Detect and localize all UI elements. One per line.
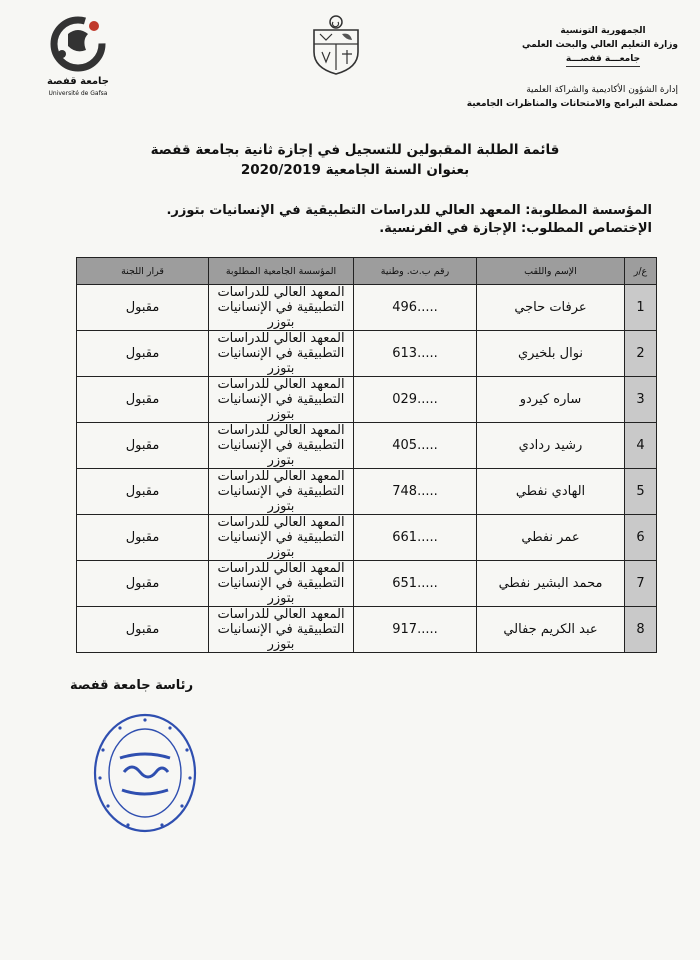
national-id: 029..... (354, 377, 477, 423)
table-row (77, 377, 657, 423)
table-row (77, 515, 657, 561)
institution-cell: المعهد العالي للدراسات التطبيقية في الإنسانيات بتوزر (209, 377, 354, 423)
university-logo (38, 14, 118, 104)
table-row (77, 285, 657, 331)
national-id: 748..... (354, 469, 477, 515)
document-title (140, 140, 570, 180)
header-institution: المؤسسة الجامعية المطلوبة (209, 258, 354, 285)
table-row (77, 331, 657, 377)
student-name: محمد البشير نفطي (477, 561, 625, 607)
header-line-republic: الجمهورية التونسية (560, 26, 646, 36)
students-table (76, 257, 657, 653)
student-name: نوال بلخيري (477, 331, 625, 377)
header-decision: قرار اللجنة (77, 258, 209, 285)
row-number: 2 (625, 331, 657, 377)
header-id: رقم ب.ت. وطنية (354, 258, 477, 285)
coat-of-arms-icon (308, 14, 364, 76)
national-id: 917..... (354, 607, 477, 653)
row-number: 1 (625, 285, 657, 331)
header-number: ع/ر (625, 258, 657, 285)
national-id: 661..... (354, 515, 477, 561)
header-line-service: مصلحة البرامج والامتحانات والمناظرات الجامعية (466, 99, 678, 109)
stamp-icon (90, 708, 200, 838)
row-number: 5 (625, 469, 657, 515)
header-line-department: إدارة الشؤون الأكاديمية والشراكة العلمية (526, 85, 678, 95)
requested-specialty: الإختصاص المطلوب: الإجازة في الفرنسية. (379, 221, 652, 236)
committee-decision: مقبول (77, 561, 209, 607)
row-number: 8 (625, 607, 657, 653)
student-name: رشيد ردادي (477, 423, 625, 469)
national-id: 496..... (354, 285, 477, 331)
committee-decision: مقبول (77, 377, 209, 423)
institution-cell: المعهد العالي للدراسات التطبيقية في الإنسانيات بتوزر (209, 469, 354, 515)
committee-decision: مقبول (77, 515, 209, 561)
committee-decision: مقبول (77, 469, 209, 515)
national-id: 405..... (354, 423, 477, 469)
official-stamp (90, 708, 200, 838)
signature-label: رئاسة جامعة قفصة (70, 678, 194, 693)
institution-cell: المعهد العالي للدراسات التطبيقية في الإنسانيات بتوزر (209, 331, 354, 377)
header-line-ministry: وزارة التعليم العالي والبحث العلمي (521, 40, 678, 50)
national-id: 613..... (354, 331, 477, 377)
committee-decision: مقبول (77, 331, 209, 377)
table-header-row (77, 258, 657, 285)
student-name: ساره كيردو (477, 377, 625, 423)
table-row (77, 469, 657, 515)
title-line-1: قائمة الطلبة المقبولين للتسجيل في إجازة ثانية بجامعة قفصة (150, 142, 560, 158)
title-line-2: بعنوان السنة الجامعية 2020/2019 (240, 162, 470, 178)
student-name: عرفات حاجي (477, 285, 625, 331)
student-name: الهادي نفطي (477, 469, 625, 515)
table-row (77, 423, 657, 469)
row-number: 3 (625, 377, 657, 423)
committee-decision: مقبول (77, 285, 209, 331)
institution-cell: المعهد العالي للدراسات التطبيقية في الإنسانيات بتوزر (209, 607, 354, 653)
header-name: الإسم واللقب (477, 258, 625, 285)
table-row (77, 561, 657, 607)
logo-subtitle: Université de Gafsa (48, 90, 108, 97)
institution-cell: المعهد العالي للدراسات التطبيقية في الإنسانيات بتوزر (209, 561, 354, 607)
committee-decision: مقبول (77, 607, 209, 653)
institution-cell: المعهد العالي للدراسات التطبيقية في الإنسانيات بتوزر (209, 423, 354, 469)
national-id: 651..... (354, 561, 477, 607)
requested-institution: المؤسسة المطلوبة: المعهد العالي للدراسات التطبيقية في الإنسانيات بتوزر. (166, 203, 652, 218)
ministry-header (448, 24, 678, 111)
row-number: 7 (625, 561, 657, 607)
institution-cell: المعهد العالي للدراسات التطبيقية في الإنسانيات بتوزر (209, 285, 354, 331)
header-line-university: جامعـــة قفصـــة (528, 52, 678, 67)
row-number: 4 (625, 423, 657, 469)
row-number: 6 (625, 515, 657, 561)
table-row (77, 607, 657, 653)
student-name: عمر نفطي (477, 515, 625, 561)
logo-name: جامعة قفصة (46, 76, 109, 87)
institution-cell: المعهد العالي للدراسات التطبيقية في الإنسانيات بتوزر (209, 515, 354, 561)
student-name: عبد الكريم جفالي (477, 607, 625, 653)
university-logo-icon (38, 14, 118, 84)
request-details (166, 202, 652, 238)
committee-decision: مقبول (77, 423, 209, 469)
